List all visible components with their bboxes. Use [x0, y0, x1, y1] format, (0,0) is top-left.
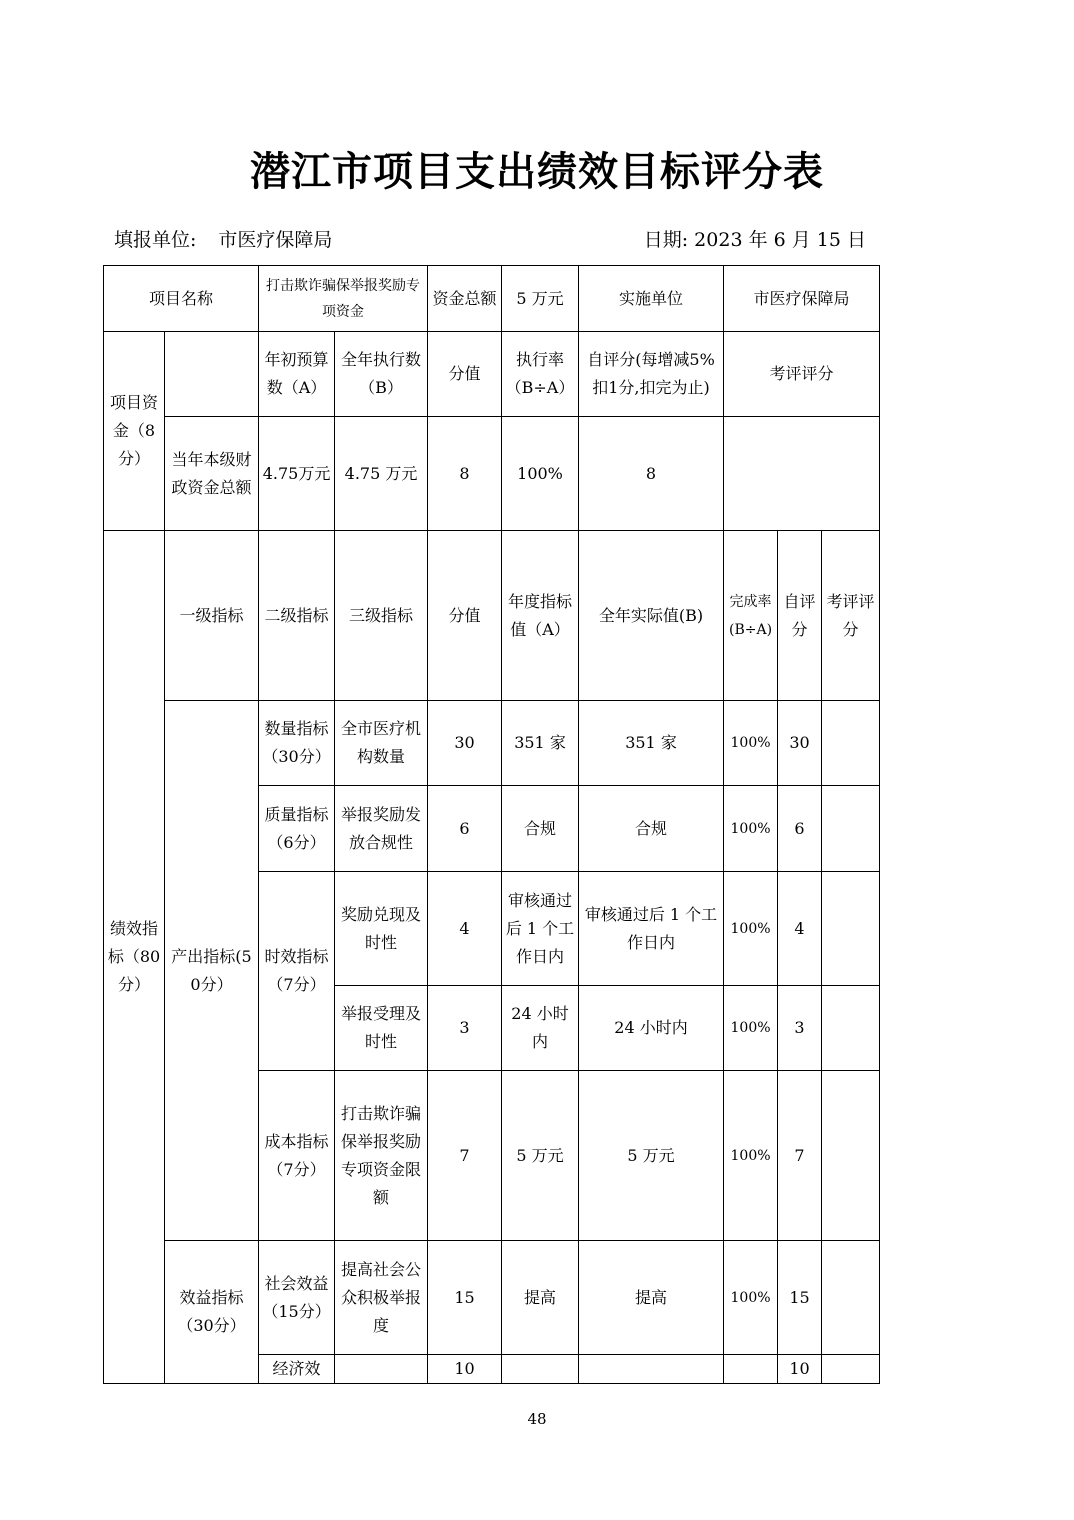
level3-cell: 提高社会公众积极举报度 [335, 1241, 428, 1355]
eval-cell [822, 986, 880, 1071]
level2-cell: 经济效 [259, 1355, 335, 1384]
level3-cell: 全市医疗机构数量 [335, 701, 428, 786]
self-cell: 6 [778, 786, 822, 872]
perf-score-header: 分值 [428, 531, 502, 701]
eval-cell [822, 786, 880, 872]
score-cell: 6 [428, 786, 502, 872]
completion-cell: 100% [724, 872, 778, 986]
exec-rate-value: 100% [502, 417, 579, 531]
self-cell: 7 [778, 1071, 822, 1241]
level3-header: 三级指标 [335, 531, 428, 701]
score-table [103, 265, 880, 1384]
annual-exec-header: 全年执行数（B） [335, 332, 428, 417]
target-cell: 5 万元 [502, 1071, 579, 1241]
funds-group-label: 项目资金（8分） [104, 332, 165, 531]
completion-cell: 100% [724, 1241, 778, 1355]
total-funds-label: 资金总额 [428, 266, 502, 332]
score-cell: 7 [428, 1071, 502, 1241]
target-cell [502, 1355, 579, 1384]
actual-cell: 提高 [579, 1241, 724, 1355]
report-date: 日期: 2023 年 6 月 15 日 [643, 229, 866, 251]
actual-cell: 5 万元 [579, 1071, 724, 1241]
actual-cell: 合规 [579, 786, 724, 872]
level2-cell: 质量指标（6分） [259, 786, 335, 872]
target-cell: 351 家 [502, 701, 579, 786]
score-cell: 15 [428, 1241, 502, 1355]
completion-cell: 100% [724, 1071, 778, 1241]
reporting-unit-value: 市医疗保障局 [218, 229, 333, 251]
target-cell: 审核通过后 1 个工作日内 [502, 872, 579, 986]
annual-target-header: 年度指标值（A） [502, 531, 579, 701]
level2-cell: 成本指标（7分） [259, 1071, 335, 1241]
eval-score-header: 考评评分 [724, 332, 880, 417]
level2-cell: 社会效益（15分） [259, 1241, 335, 1355]
score-cell: 3 [428, 986, 502, 1071]
self-cell: 4 [778, 872, 822, 986]
eval-score-value [724, 417, 880, 531]
completion-cell [724, 1355, 778, 1384]
eval-cell [822, 701, 880, 786]
funds-row-label: 当年本级财政资金总额 [165, 417, 259, 531]
self-score-value: 8 [579, 417, 724, 531]
level1-header: 一级指标 [165, 531, 259, 701]
self-cell: 15 [778, 1241, 822, 1355]
self-score-header: 自评分(每增减5%扣1分,扣完为止) [579, 332, 724, 417]
level3-cell: 举报奖励发放合规性 [335, 786, 428, 872]
target-cell: 提高 [502, 1241, 579, 1355]
level2-cell: 时效指标（7分） [259, 872, 335, 1071]
impl-unit-label: 实施单位 [579, 266, 724, 332]
completion-header: 完成率(B÷A) [724, 531, 778, 701]
perf-group-label: 绩效指标（80分） [104, 531, 165, 1384]
page-number: 48 [527, 1410, 547, 1428]
score-cell: 30 [428, 701, 502, 786]
level3-cell [335, 1355, 428, 1384]
page-title: 潜江市项目支出绩效目标评分表 [250, 148, 824, 195]
self-header: 自评分 [778, 531, 822, 701]
level3-cell: 举报受理及时性 [335, 986, 428, 1071]
self-cell: 30 [778, 701, 822, 786]
level2-cell: 数量指标（30分） [259, 701, 335, 786]
project-name-value: 打击欺诈骗保举报奖励专项资金 [259, 266, 428, 332]
completion-cell: 100% [724, 701, 778, 786]
actual-cell: 351 家 [579, 701, 724, 786]
eval-header: 考评评分 [822, 531, 880, 701]
target-cell: 合规 [502, 786, 579, 872]
exec-rate-header: 执行率（B÷A） [502, 332, 579, 417]
score-cell: 10 [428, 1355, 502, 1384]
annual-exec-value: 4.75 万元 [335, 417, 428, 531]
actual-cell: 审核通过后 1 个工作日内 [579, 872, 724, 986]
eval-cell [822, 872, 880, 986]
initial-budget-value: 4.75万元 [259, 417, 335, 531]
level3-cell: 打击欺诈骗保举报奖励专项资金限额 [335, 1071, 428, 1241]
funds-score-value: 8 [428, 417, 502, 531]
eval-cell [822, 1241, 880, 1355]
funds-blank-cell [165, 332, 259, 417]
score-cell: 4 [428, 872, 502, 986]
funds-score-header: 分值 [428, 332, 502, 417]
total-funds-value: 5 万元 [502, 266, 579, 332]
initial-budget-header: 年初预算数（A） [259, 332, 335, 417]
reporting-unit-label: 填报单位: [114, 229, 197, 251]
project-name-label: 项目名称 [104, 266, 259, 332]
eval-cell [822, 1355, 880, 1384]
actual-cell [579, 1355, 724, 1384]
actual-header: 全年实际值(B) [579, 531, 724, 701]
eval-cell [822, 1071, 880, 1241]
output-indicator-label: 产出指标(50分） [165, 701, 259, 1241]
level2-header: 二级指标 [259, 531, 335, 701]
self-cell: 10 [778, 1355, 822, 1384]
completion-cell: 100% [724, 786, 778, 872]
reporting-unit [114, 226, 332, 254]
level3-cell: 奖励兑现及时性 [335, 872, 428, 986]
impl-unit-value: 市医疗保障局 [724, 266, 880, 332]
self-cell: 3 [778, 986, 822, 1071]
completion-cell: 100% [724, 986, 778, 1071]
actual-cell: 24 小时内 [579, 986, 724, 1071]
benefit-indicator-label: 效益指标（30分） [165, 1241, 259, 1384]
target-cell: 24 小时内 [502, 986, 579, 1071]
